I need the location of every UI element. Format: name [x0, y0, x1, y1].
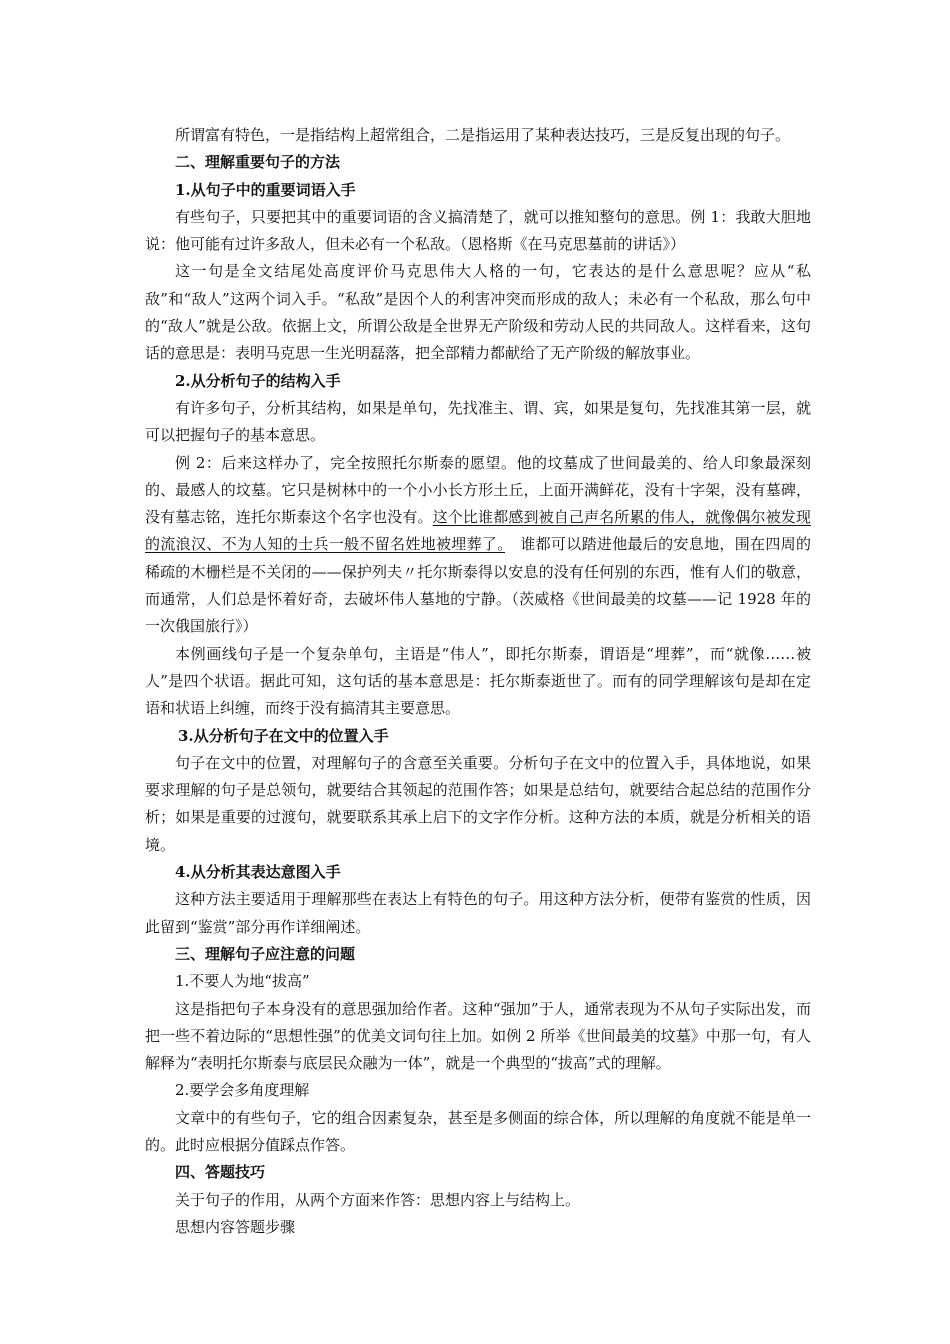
paragraph-example-2-analysis: 本例画线句子是一个复杂单句，主语是“伟人”，即托尔斯泰，谓语是“埋葬”，而“就像……被人”是四个状语。据此可知，这句话的基本意思是：托尔斯泰逝世了。而有的同学理解该句是却在定语和状语上纠缠，而终于没有搞清其主要意思。 [145, 644, 811, 718]
paragraph-multi-angle: 文章中的有些句子，它的组合因素复杂，甚至是多侧面的综合体，所以理解的角度就不能是单一的。此时应根据分值踩点作答。 [145, 1108, 811, 1154]
document-page [145, 122, 811, 1241]
paragraph-answer-tips: 关于句子的作用，从两个方面来作答：思想内容上与结构上。 [175, 1190, 581, 1209]
example-2-text-b: 谁都可以踏进他最后的安息地，围在四周的稀疏的木栅栏是不关闭的——保护列夫〃托尔斯泰得以安息的没有任何别的东西，惟有人们的敬意，而通常，人们总是怀着好奇，去破坏伟人墓地的宁静。（茨威格《世间最美的坟墓——记 1928 年的一次俄国旅行》） [145, 535, 811, 636]
heading-section-3: 三、理解句子应注意的问题 [175, 944, 356, 963]
heading-method-3: 3.从分析句子在文中的位置入手 [178, 726, 389, 745]
paragraph-example-2 [145, 450, 811, 641]
paragraph-example-1-analysis: 这一句是全文结尾处高度评价马克思伟大人格的一句，它表达的是什么意思呢？应从“私敌”和“敌人”这两个词入手。“私敌”是因个人的利害冲突而形成的敌人；未必有一个私敌，那么句中的“敌人”就是公敌。依据上文，所谓公敌是全世界无产阶级和劳动人民的共同敌人。这样看来，这句话的意思是：表明马克思一生光明磊落，把全部精力都献给了无产阶级的解放事业。 [145, 262, 811, 363]
heading-method-2: 2.从分析句子的结构入手 [175, 371, 341, 390]
paragraph-position: 句子在文中的位置，对理解句子的含意至关重要。分析句子在文中的位置入手，具体地说，如果要求理解的句子是总领句，就要结合其领起的范围作答；如果是总结句，就要结合起总结的范围作分析；如果是重要的过渡句，就要联系其承上启下的文字作分析。这种方法的本质，就是分析相关的语境。 [145, 753, 811, 854]
heading-section-2: 二、理解重要句子的方法 [175, 153, 341, 172]
paragraph-intent: 这种方法主要适用于理解那些在表达上有特色的句子。用这种方法分析，便带有鉴赏的性质，因此留到“鉴赏”部分再作详细阐述。 [145, 890, 811, 936]
paragraph-overreach: 这是指把句子本身没有的意思强加给作者。这种“强加”于人，通常表现为不从句子实际出发，而把一些不着边际的“思想性强”的优美文词句往上加。如例 2 所举《世间最美的坟墓》中那一句，有人解释为“表明托尔斯泰与底层民众融为一体”，就是一个典型的“拔高”式的理解。 [145, 999, 811, 1073]
paragraph-example-1: 有些句子，只要把其中的重要词语的含义搞清楚了，就可以推知整句的意思。例 1：我敢大胆地说：他可能有过许多敌人，但未必有一个私敌。（恩格斯《在马克思墓前的讲话》） [145, 207, 811, 254]
heading-method-4: 4.从分析其表达意图入手 [175, 863, 341, 882]
example-2-text-a: 例 2：后来这样办了，完全按照托尔斯泰的愿望。他的坟墓成了世间最美的、给人印象最深刻的、最感人的坟墓。它只是树林中的一个小小长方形土丘，上面开满鲜花，没有十字架，没有墓碑，没有墓志铭，连托尔斯泰这个名字也没有。 [145, 453, 811, 527]
subheading-3-1: 1.不要人为地“拔高” [175, 972, 310, 991]
subheading-3-2: 2.要学会多角度理解 [175, 1081, 310, 1100]
paragraph-structure: 有许多句子，分析其结构，如果是单句，先找准主、谓、宾，如果是复句，先找准其第一层，就可以把握句子的基本意思。 [145, 398, 811, 445]
heading-method-1: 1.从句子中的重要词语入手 [175, 180, 356, 199]
heading-section-4: 四、答题技巧 [175, 1163, 266, 1182]
paragraph-features: 所谓富有特色，一是指结构上超常组合，二是指运用了某种表达技巧，三是反复出现的句子。 [175, 126, 791, 144]
example-2-underlined-sentence: 这个比谁都感到被自己声名所累的伟人，就像偶尔被发现的流浪汉、不为人知的士兵一般不留名姓地被埋葬了。 [145, 508, 811, 554]
paragraph-answer-steps: 思想内容答题步骤 [175, 1217, 296, 1236]
